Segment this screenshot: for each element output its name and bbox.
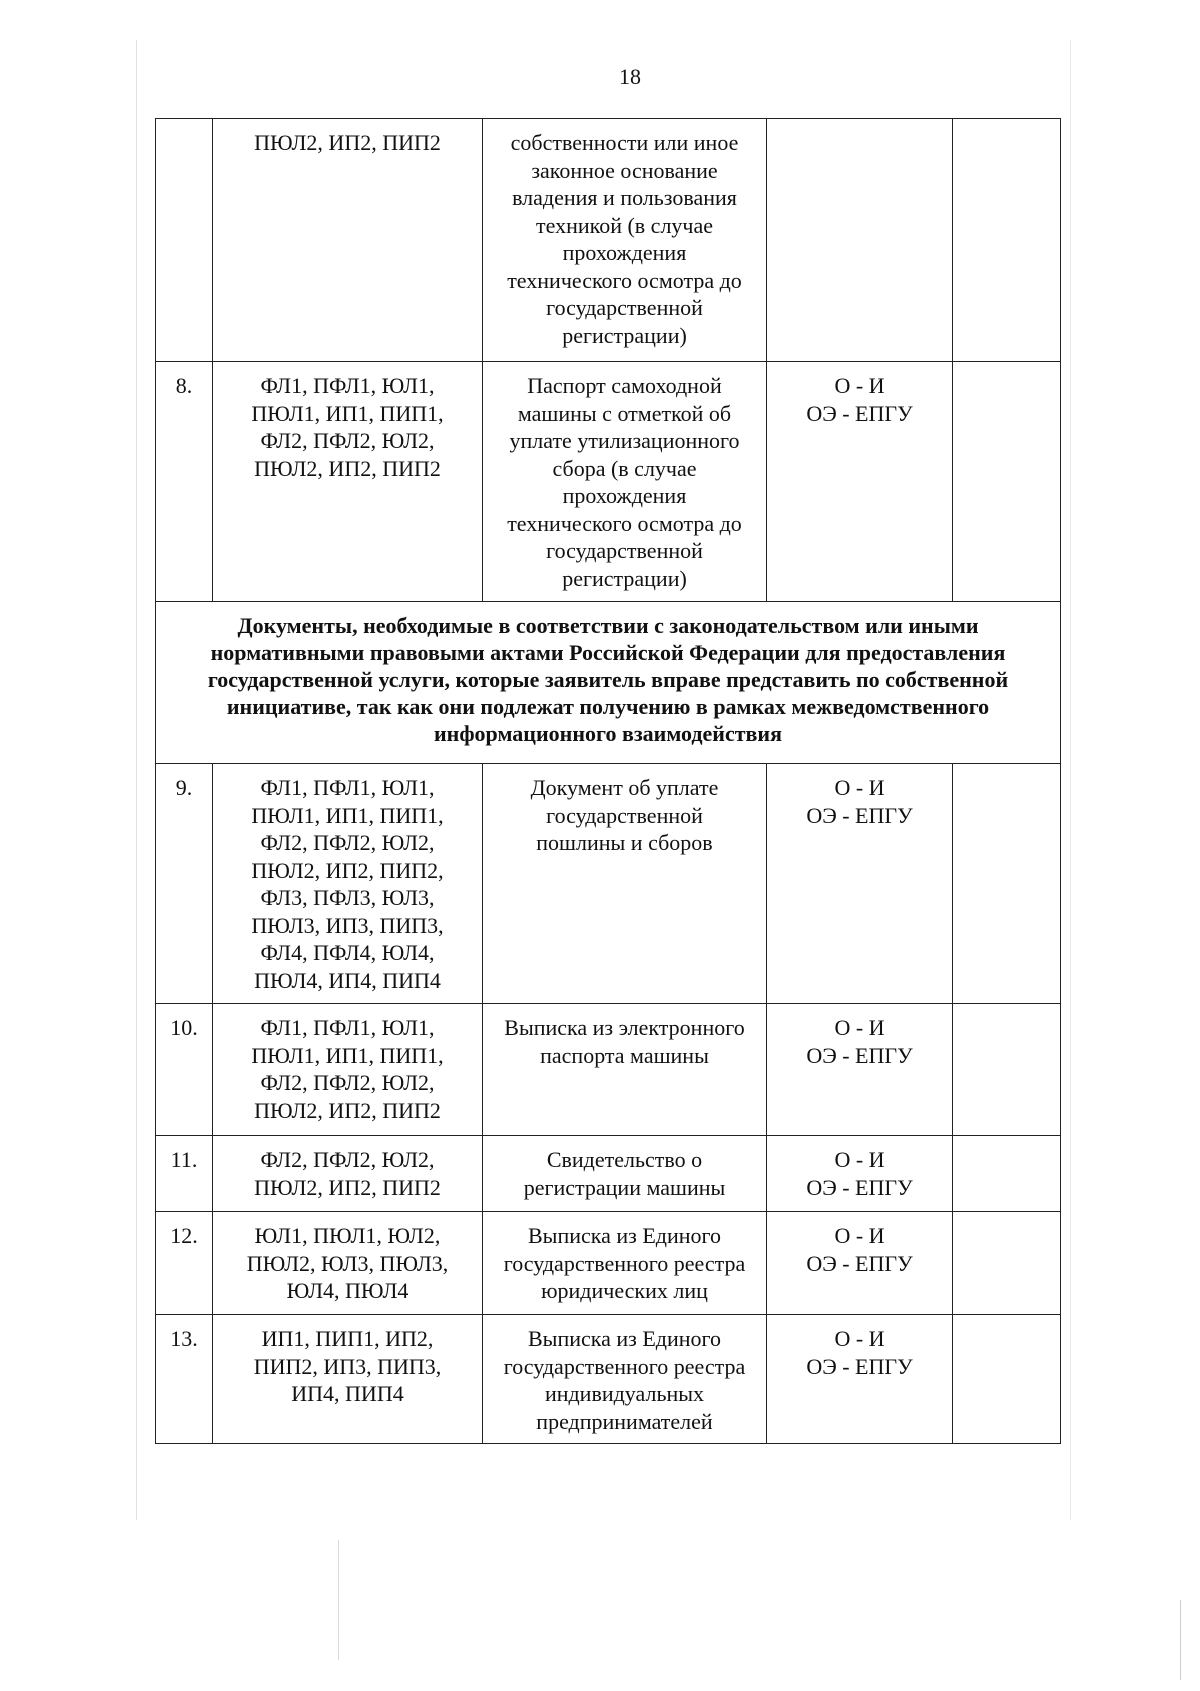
cell-line: ФЛ2, ПФЛ2, ЮЛ2,: [260, 428, 435, 453]
cell-line: ПЮЛ2, ЮЛ3, ПЮЛ3,: [246, 1250, 449, 1276]
cell-line: ФЛ1, ПФЛ1, ЮЛ1,: [260, 373, 435, 398]
cell-line: законное основание: [531, 157, 718, 183]
cell-line: ФЛ2, ПФЛ2, ЮЛ2,: [260, 1147, 435, 1172]
cell-line: Документ об уплате: [530, 775, 719, 800]
applicant-categories: [213, 1212, 483, 1315]
documents-table: [155, 118, 1061, 1444]
cell-line: О - И: [834, 1015, 885, 1040]
scan-artifact: [338, 1540, 339, 1660]
table-row: [156, 1315, 1061, 1444]
cell-line: О - И: [834, 1326, 885, 1351]
cell-line: сбора (в случае: [552, 455, 697, 481]
cell-line: информационного взаимодействия: [433, 721, 782, 746]
table-row: [156, 764, 1061, 1004]
applicant-categories: [213, 119, 483, 362]
scan-artifact: [1070, 40, 1071, 1520]
cell-line: ПИП2, ИП3, ПИП3,: [253, 1353, 442, 1379]
row-number: 10.: [156, 1004, 213, 1136]
cell-line: государственной услуги, которые заявитель вправе представить по собственной: [207, 667, 1009, 692]
extra-column: [953, 1315, 1061, 1444]
document-name: [483, 1315, 767, 1444]
cell-line: ОЭ - ЕПГУ: [806, 1174, 913, 1200]
cell-line: регистрации машины: [523, 1174, 726, 1200]
cell-line: пошлины и сборов: [536, 830, 713, 855]
cell-line: государственного реестра: [503, 1353, 746, 1379]
cell-line: ПЮЛ2, ИП2, ПИП2: [254, 1174, 441, 1200]
cell-line: ПЮЛ2, ИП2, ПИП2: [254, 455, 441, 481]
cell-line: ИП1, ПИП1, ИП2,: [261, 1326, 434, 1351]
scan-artifact: [136, 40, 137, 1520]
document-name: [483, 1136, 767, 1212]
page-number: 18: [619, 64, 641, 89]
cell-line: ФЛ2, ПФЛ2, ЮЛ2,: [260, 830, 435, 855]
cell-line: Свидетельство о: [546, 1147, 703, 1172]
section-heading-body: [156, 602, 1061, 764]
cell-line: индивидуальных: [544, 1381, 705, 1406]
cell-line: ОЭ - ЕПГУ: [806, 1353, 913, 1379]
cell-line: ОЭ - ЕПГУ: [806, 1250, 913, 1276]
cell-line: технического осмотра до: [507, 510, 742, 536]
cell-line: ОЭ - ЕПГУ: [806, 400, 913, 426]
extra-column: [953, 119, 1061, 362]
extra-column: [953, 1004, 1061, 1136]
document-name: [483, 764, 767, 1004]
cell-line: регистрации): [562, 322, 687, 348]
applicant-categories: [213, 362, 483, 602]
cell-line: техникой (в случае: [535, 212, 714, 238]
extra-column: [953, 1136, 1061, 1212]
cell-line: государственной: [546, 295, 703, 320]
row-number: 11.: [156, 1136, 213, 1212]
cell-line: ОЭ - ЕПГУ: [806, 802, 913, 828]
submission-form: [767, 1004, 953, 1136]
table-row: [156, 1212, 1061, 1315]
cell-line: владения и пользования: [512, 185, 737, 210]
cell-line: юридических лиц: [541, 1278, 708, 1303]
cell-line: регистрации): [562, 565, 687, 591]
applicant-categories: [213, 764, 483, 1004]
cell-line: О - И: [834, 1147, 885, 1172]
table-row: [156, 1136, 1061, 1212]
cell-line: О - И: [834, 1223, 885, 1248]
cell-line: технического осмотра до: [507, 267, 742, 293]
submission-form: [767, 764, 953, 1004]
cell-line: государственной: [546, 538, 703, 563]
cell-line: нормативными правовыми актами Российской Федерации для предоставления: [210, 640, 1006, 665]
document-name: [483, 119, 767, 362]
section-heading: [156, 602, 1061, 764]
cell-line: ПЮЛ3, ИП3, ПИП3,: [251, 912, 444, 938]
row-number: 9.: [156, 764, 213, 1004]
cell-line: ПЮЛ1, ИП1, ПИП1,: [251, 1042, 444, 1068]
cell-line: паспорта машины: [540, 1042, 709, 1068]
cell-line: прохождения: [562, 240, 687, 265]
section-heading-row: [156, 602, 1061, 764]
document-name: [483, 362, 767, 602]
cell-line: государственного реестра: [503, 1250, 746, 1276]
cell-line: ИП4, ПИП4: [291, 1381, 404, 1406]
cell-line: ЮЛ1, ПЮЛ1, ЮЛ2,: [254, 1223, 441, 1248]
cell-line: ФЛ1, ПФЛ1, ЮЛ1,: [260, 1015, 435, 1040]
cell-line: Выписка из Единого: [527, 1223, 721, 1248]
extra-column: [953, 1212, 1061, 1315]
table-body-top: [156, 119, 1061, 602]
cell-line: ЮЛ4, ПЮЛ4: [286, 1278, 409, 1303]
cell-line: ПЮЛ2, ИП2, ПИП2,: [251, 857, 444, 883]
cell-line: Паспорт самоходной: [527, 373, 722, 398]
applicant-categories: [213, 1004, 483, 1136]
cell-line: ОЭ - ЕПГУ: [806, 1042, 913, 1068]
row-number: 12.: [156, 1212, 213, 1315]
cell-line: ПЮЛ1, ИП1, ПИП1,: [251, 400, 444, 426]
cell-line: Выписка из электронного: [504, 1015, 745, 1040]
cell-line: О - И: [834, 373, 885, 398]
row-number: 13.: [156, 1315, 213, 1444]
cell-line: инициативе, так как они подлежат получению в рамках межведомственного: [226, 694, 990, 719]
cell-line: государственной: [546, 802, 703, 828]
submission-form: [767, 362, 953, 602]
cell-line: машины с отметкой об: [517, 400, 732, 426]
cell-line: ПЮЛ1, ИП1, ПИП1,: [251, 802, 444, 828]
submission-form: [767, 1136, 953, 1212]
cell-line: ФЛ3, ПФЛ3, ЮЛ3,: [260, 885, 435, 910]
table-body-bottom: [156, 764, 1061, 1444]
submission-form: [767, 119, 953, 362]
submission-form: [767, 1315, 953, 1444]
scan-artifact: [1180, 1600, 1181, 1680]
cell-line: Документы, необходимые в соответствии с законодательством или иными: [237, 613, 979, 638]
cell-line: ПЮЛ2, ИП2, ПИП2: [254, 130, 441, 155]
cell-line: прохождения: [562, 483, 687, 508]
table-row: [156, 119, 1061, 362]
cell-line: ФЛ2, ПФЛ2, ЮЛ2,: [260, 1070, 435, 1095]
row-number: 8.: [156, 362, 213, 602]
submission-form: [767, 1212, 953, 1315]
cell-line: Выписка из Единого: [527, 1326, 721, 1351]
document-name: [483, 1212, 767, 1315]
table-row: [156, 362, 1061, 602]
cell-line: ФЛ4, ПФЛ4, ЮЛ4,: [260, 940, 435, 965]
document-name: [483, 1004, 767, 1136]
applicant-categories: [213, 1315, 483, 1444]
cell-line: предпринимателей: [536, 1408, 713, 1434]
table-row: [156, 1004, 1061, 1136]
cell-line: О - И: [834, 775, 885, 800]
cell-line: ПЮЛ4, ИП4, ПИП4: [254, 967, 441, 993]
extra-column: [953, 764, 1061, 1004]
applicant-categories: [213, 1136, 483, 1212]
cell-line: уплате утилизационного: [509, 428, 740, 453]
extra-column: [953, 362, 1061, 602]
cell-line: ФЛ1, ПФЛ1, ЮЛ1,: [260, 775, 435, 800]
cell-line: собственности или иное: [510, 130, 739, 155]
row-number: [156, 119, 213, 362]
cell-line: ПЮЛ2, ИП2, ПИП2: [254, 1097, 441, 1123]
